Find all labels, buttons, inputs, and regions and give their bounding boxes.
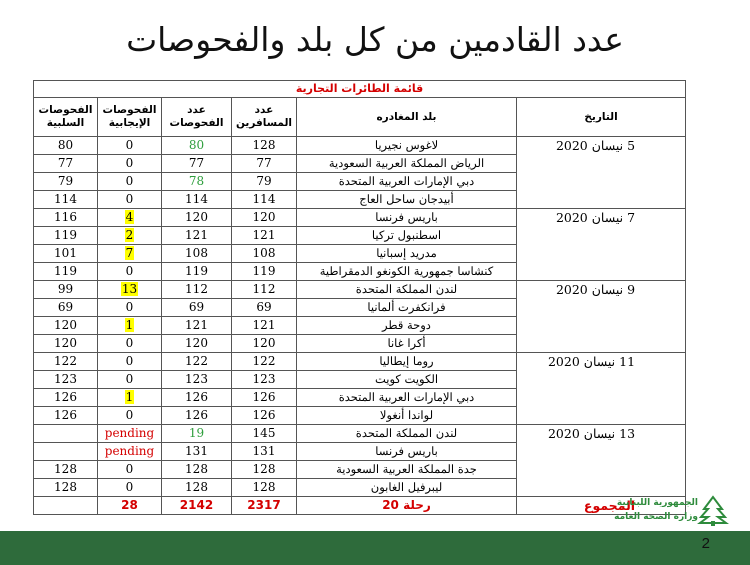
positive-cell xyxy=(98,353,162,371)
negative-cell: 120 xyxy=(34,317,98,335)
positive-cell xyxy=(98,479,162,497)
date-cell: 9 نيسان 2020 xyxy=(517,281,686,353)
tests-cell: 108 xyxy=(162,245,232,263)
travelers-cell: 79 xyxy=(232,173,297,191)
footer-bar xyxy=(0,531,750,565)
city-cell: دبي الإمارات العربية المتحدة xyxy=(297,389,517,407)
travelers-cell: 112 xyxy=(232,281,297,299)
logo-line-2: وزارة الصحة العامة xyxy=(614,512,698,522)
positive-cell xyxy=(98,227,162,245)
cedar-logo-icon xyxy=(696,495,730,527)
positive-cell xyxy=(98,209,162,227)
tests-cell: 19 xyxy=(162,425,232,443)
positive-cell xyxy=(98,281,162,299)
city-cell: اسطنبول تركيا xyxy=(297,227,517,245)
negative-cell: 120 xyxy=(34,335,98,353)
negative-cell: 101 xyxy=(34,245,98,263)
tests-cell: 126 xyxy=(162,389,232,407)
city-cell: باريس فرنسا xyxy=(297,443,517,461)
negative-cell: 114 xyxy=(34,191,98,209)
total-positive: 28 xyxy=(98,497,162,515)
date-cell: 13 نيسان 2020 xyxy=(517,425,686,497)
city-cell: لندن المملكة المتحدة xyxy=(297,425,517,443)
positive-value: 7 xyxy=(125,246,134,260)
positive-value: 0 xyxy=(125,156,134,170)
negative-cell: 69 xyxy=(34,299,98,317)
city-cell: كنشاسا جمهورية الكونغو الدمقراطية xyxy=(297,263,517,281)
date-cell: 11 نيسان 2020 xyxy=(517,353,686,425)
positive-cell xyxy=(98,317,162,335)
positive-cell xyxy=(98,173,162,191)
positive-value: 0 xyxy=(125,138,134,152)
city-cell: دبي الإمارات العربية المتحدة xyxy=(297,173,517,191)
tests-cell: 128 xyxy=(162,479,232,497)
travelers-cell: 128 xyxy=(232,461,297,479)
city-cell: الرياض المملكة العربية السعودية xyxy=(297,155,517,173)
negative-cell: 126 xyxy=(34,407,98,425)
city-cell: أبيدجان ساحل العاج xyxy=(297,191,517,209)
totals-row xyxy=(34,497,686,515)
positive-value: pending xyxy=(104,444,155,458)
negative-cell xyxy=(34,443,98,461)
page-number: 2 xyxy=(701,535,710,552)
positive-value: 13 xyxy=(121,282,138,296)
positive-value: 0 xyxy=(125,408,134,422)
table-row xyxy=(34,425,686,443)
travelers-cell: 126 xyxy=(232,407,297,425)
tests-cell: 126 xyxy=(162,407,232,425)
tests-cell: 112 xyxy=(162,281,232,299)
positive-cell xyxy=(98,371,162,389)
city-cell: مدريد إسبانيا xyxy=(297,245,517,263)
travelers-cell: 121 xyxy=(232,317,297,335)
total-flights: 20 رحلة xyxy=(297,497,517,515)
city-cell: ليبرفيل الغابون xyxy=(297,479,517,497)
date-cell: 7 نيسان 2020 xyxy=(517,209,686,281)
slide-title: عدد القادمين من كل بلد والفحوصات xyxy=(126,20,624,59)
positive-cell xyxy=(98,299,162,317)
positive-value: 1 xyxy=(125,318,134,332)
negative-cell: 128 xyxy=(34,461,98,479)
negative-cell: 126 xyxy=(34,389,98,407)
tests-cell: 77 xyxy=(162,155,232,173)
city-cell: لندن المملكة المتحدة xyxy=(297,281,517,299)
travelers-cell: 131 xyxy=(232,443,297,461)
travelers-cell: 114 xyxy=(232,191,297,209)
travelers-cell: 128 xyxy=(232,137,297,155)
city-cell: الكويت كويت xyxy=(297,371,517,389)
positive-value: 0 xyxy=(125,192,134,206)
total-tests: 2142 xyxy=(162,497,232,515)
tests-cell: 122 xyxy=(162,353,232,371)
tests-cell: 69 xyxy=(162,299,232,317)
tests-cell: 78 xyxy=(162,173,232,191)
ministry-logo-text xyxy=(614,496,698,524)
negative-cell: 119 xyxy=(34,263,98,281)
positive-value: 0 xyxy=(125,336,134,350)
tests-cell: 128 xyxy=(162,461,232,479)
travelers-cell: 120 xyxy=(232,209,297,227)
city-cell: دوحة قطر xyxy=(297,317,517,335)
date-cell: 5 نيسان 2020 xyxy=(517,137,686,209)
tests-cell: 120 xyxy=(162,209,232,227)
flights-table xyxy=(33,80,686,515)
positive-cell xyxy=(98,245,162,263)
header-travelers: عدد المسافرين xyxy=(232,98,297,137)
city-cell: لواندا أنغولا xyxy=(297,407,517,425)
total-negative xyxy=(34,497,98,515)
header-date: التاريخ xyxy=(517,98,686,137)
negative-cell: 80 xyxy=(34,137,98,155)
positive-cell xyxy=(98,137,162,155)
header-tests: عدد الفحوصات xyxy=(162,98,232,137)
positive-cell xyxy=(98,425,162,443)
table-title: قائمة الطائرات التجارية xyxy=(34,81,686,98)
positive-cell xyxy=(98,155,162,173)
positive-value: 0 xyxy=(125,354,134,368)
positive-cell xyxy=(98,191,162,209)
city-cell: باريس فرنسا xyxy=(297,209,517,227)
positive-cell xyxy=(98,263,162,281)
table-row xyxy=(34,281,686,299)
header-negative: الفحوصات السلبية xyxy=(34,98,98,137)
positive-cell xyxy=(98,407,162,425)
positive-cell xyxy=(98,335,162,353)
positive-value: 0 xyxy=(125,300,134,314)
travelers-cell: 145 xyxy=(232,425,297,443)
travelers-cell: 120 xyxy=(232,335,297,353)
table-row xyxy=(34,353,686,371)
negative-cell: 99 xyxy=(34,281,98,299)
positive-value: 4 xyxy=(125,210,134,224)
positive-value: 0 xyxy=(125,480,134,494)
travelers-cell: 121 xyxy=(232,227,297,245)
logo-line-1: الجمهورية اللبنانية xyxy=(616,498,698,508)
negative-cell: 77 xyxy=(34,155,98,173)
positive-value: pending xyxy=(104,426,155,440)
city-cell: جدة المملكة العربية السعودية xyxy=(297,461,517,479)
positive-cell xyxy=(98,461,162,479)
tests-cell: 123 xyxy=(162,371,232,389)
tests-cell: 121 xyxy=(162,317,232,335)
positive-cell xyxy=(98,389,162,407)
travelers-cell: 126 xyxy=(232,389,297,407)
negative-cell: 122 xyxy=(34,353,98,371)
header-city: بلد المغادره xyxy=(297,98,517,137)
table-row xyxy=(34,209,686,227)
total-travelers: 2317 xyxy=(232,497,297,515)
tests-cell: 120 xyxy=(162,335,232,353)
tests-cell: 119 xyxy=(162,263,232,281)
travelers-cell: 108 xyxy=(232,245,297,263)
negative-cell xyxy=(34,425,98,443)
city-cell: روما إيطاليا xyxy=(297,353,517,371)
positive-cell xyxy=(98,443,162,461)
tests-cell: 131 xyxy=(162,443,232,461)
table-row xyxy=(34,137,686,155)
travelers-cell: 122 xyxy=(232,353,297,371)
negative-cell: 79 xyxy=(34,173,98,191)
positive-value: 0 xyxy=(125,264,134,278)
city-cell: فرانكفرت ألمانيا xyxy=(297,299,517,317)
travelers-cell: 69 xyxy=(232,299,297,317)
header-positive: الفحوصات الإيجابية xyxy=(98,98,162,137)
travelers-cell: 77 xyxy=(232,155,297,173)
tests-cell: 80 xyxy=(162,137,232,155)
positive-value: 0 xyxy=(125,174,134,188)
negative-cell: 116 xyxy=(34,209,98,227)
city-cell: لاغوس نجيريا xyxy=(297,137,517,155)
positive-value: 1 xyxy=(125,390,134,404)
negative-cell: 123 xyxy=(34,371,98,389)
positive-value: 0 xyxy=(125,372,134,386)
travelers-cell: 128 xyxy=(232,479,297,497)
travelers-cell: 123 xyxy=(232,371,297,389)
negative-cell: 128 xyxy=(34,479,98,497)
negative-cell: 119 xyxy=(34,227,98,245)
positive-value: 0 xyxy=(125,462,134,476)
city-cell: أكرا غانا xyxy=(297,335,517,353)
travelers-cell: 119 xyxy=(232,263,297,281)
total-label: المجموع xyxy=(517,497,686,515)
positive-value: 2 xyxy=(125,228,134,242)
tests-cell: 121 xyxy=(162,227,232,245)
tests-cell: 114 xyxy=(162,191,232,209)
